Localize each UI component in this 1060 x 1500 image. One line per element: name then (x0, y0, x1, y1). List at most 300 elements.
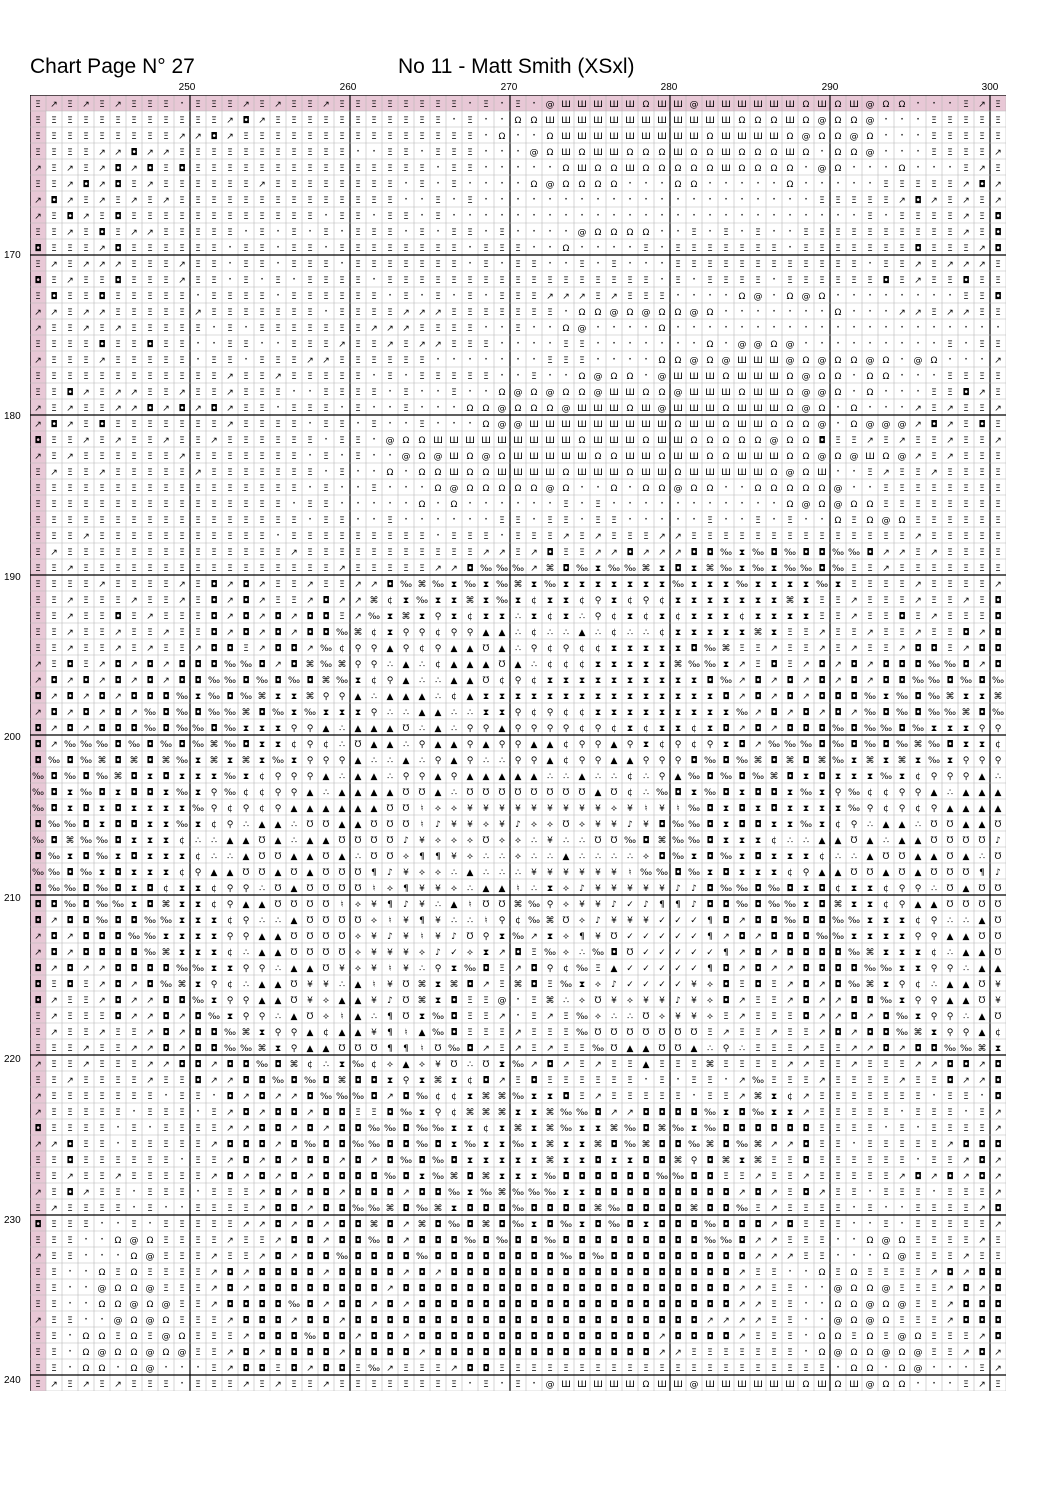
stitch-symbol: ∴ (563, 836, 569, 846)
stitch-symbol: Ω (611, 452, 618, 462)
stitch-symbol: ⚲ (595, 612, 602, 622)
stitch-symbol: ⟡ (595, 1012, 601, 1022)
stitch-symbol: Ξ (211, 196, 217, 206)
chart-svg (30, 95, 1006, 1391)
stitch-symbol: ¢ (835, 820, 841, 830)
stitch-symbol: Ξ (707, 1092, 713, 1102)
stitch-symbol: · (836, 320, 840, 334)
stitch-symbol: Ξ (515, 308, 521, 318)
stitch-symbol: ↗ (82, 1188, 90, 1198)
stitch-symbol: · (356, 464, 360, 478)
stitch-symbol: Ω (707, 356, 714, 366)
stitch-symbol: Ξ (67, 308, 73, 318)
stitch-symbol: ◘ (402, 1172, 409, 1182)
stitch-symbol: ◘ (290, 1140, 297, 1150)
stitch-symbol: Ω (435, 468, 442, 478)
stitch-symbol: ↗ (418, 1348, 426, 1358)
stitch-symbol: ◘ (194, 1012, 201, 1022)
stitch-symbol: Ξ (531, 948, 537, 958)
stitch-symbol: Ξ (163, 1236, 169, 1246)
stitch-symbol: ◘ (706, 548, 713, 558)
stitch-symbol: Ξ (99, 532, 105, 542)
stitch-symbol: ✓ (642, 932, 650, 942)
stitch-symbol: Ш (689, 388, 699, 398)
stitch-symbol: Ξ (643, 244, 649, 254)
stitch-symbol: Ξ (947, 468, 953, 478)
stitch-symbol: ▲ (979, 916, 986, 926)
stitch-symbol: Ξ (99, 500, 105, 510)
stitch-symbol: ↗ (402, 308, 410, 318)
stitch-symbol: ⚲ (323, 692, 330, 702)
stitch-symbol: ◘ (754, 964, 761, 974)
stitch-symbol: ‰ (432, 1028, 444, 1038)
row-label-220: 220 (4, 1054, 28, 1065)
stitch-symbol: ⌘ (418, 1220, 427, 1230)
stitch-symbol: ◘ (242, 612, 249, 622)
stitch-symbol: ◘ (130, 820, 137, 830)
stitch-symbol: ♮ (420, 1044, 423, 1054)
stitch-symbol: @ (898, 452, 907, 462)
stitch-symbol: Ξ (675, 1092, 681, 1102)
stitch-symbol: ▲ (947, 804, 954, 814)
stitch-symbol: · (884, 1360, 888, 1374)
stitch-symbol: · (68, 1280, 72, 1294)
stitch-symbol: Ξ (259, 388, 265, 398)
stitch-symbol: Ξ (947, 1092, 953, 1102)
stitch-symbol: ‰ (96, 884, 108, 894)
stitch-symbol: ¶ (387, 1044, 393, 1054)
stitch-symbol: ‰ (512, 1204, 524, 1214)
stitch-symbol: Ω (643, 100, 650, 110)
stitch-symbol: Ξ (243, 516, 249, 526)
stitch-symbol: Ξ (67, 468, 73, 478)
stitch-symbol: Ω (611, 372, 618, 382)
stitch-symbol: Ξ (419, 244, 425, 254)
stitch-symbol: ¶ (419, 916, 425, 926)
stitch-symbol: ◘ (114, 884, 121, 894)
stitch-symbol: Ξ (83, 340, 89, 350)
stitch-symbol: ✓ (674, 980, 682, 990)
stitch-symbol: ‰ (464, 964, 476, 974)
stitch-symbol: ♮ (388, 964, 391, 974)
stitch-symbol: Ʊ (547, 788, 554, 798)
stitch-symbol: Ξ (947, 500, 953, 510)
stitch-symbol: · (916, 144, 920, 158)
stitch-symbol: Ξ (723, 532, 729, 542)
stitch-symbol: ⧗ (739, 836, 745, 846)
stitch-symbol: ◘ (114, 756, 121, 766)
stitch-symbol: Ξ (947, 244, 953, 254)
stitch-symbol: Ξ (179, 196, 185, 206)
stitch-symbol: ⚲ (531, 724, 538, 734)
stitch-symbol: ‰ (144, 916, 156, 926)
stitch-symbol: @ (434, 452, 443, 462)
stitch-symbol: Ξ (979, 532, 985, 542)
stitch-symbol: @ (178, 1348, 187, 1358)
stitch-symbol: Ξ (979, 1220, 985, 1230)
stitch-symbol: Ξ (131, 308, 137, 318)
stitch-symbol: Ξ (83, 164, 89, 174)
stitch-symbol: Ξ (419, 180, 425, 190)
stitch-symbol: ‰ (992, 708, 1004, 718)
stitch-symbol: ↗ (882, 468, 890, 478)
stitch-symbol: Ξ (451, 548, 457, 558)
stitch-symbol: ◘ (706, 1252, 713, 1262)
stitch-symbol: ↗ (370, 580, 378, 590)
stitch-symbol: ∴ (643, 788, 649, 798)
stitch-symbol: @ (546, 484, 555, 494)
stitch-symbol: Ξ (883, 580, 889, 590)
stitch-symbol: Ξ (99, 100, 105, 110)
stitch-symbol: ⧗ (387, 628, 393, 638)
stitch-symbol: Ξ (899, 468, 905, 478)
stitch-symbol: ‰ (816, 580, 828, 590)
stitch-symbol: Ξ (99, 116, 105, 126)
stitch-symbol: ◘ (706, 900, 713, 910)
stitch-symbol: · (916, 1376, 920, 1390)
stitch-symbol: Ξ (51, 1076, 57, 1086)
stitch-symbol: Ξ (35, 132, 41, 142)
stitch-symbol: ↗ (50, 1012, 58, 1022)
stitch-symbol: ↗ (738, 916, 746, 926)
stitch-symbol: Ξ (339, 388, 345, 398)
stitch-symbol: Ξ (803, 532, 809, 542)
stitch-symbol: ◘ (274, 1108, 281, 1118)
stitch-symbol: · (788, 1264, 792, 1278)
stitch-symbol: Ξ (787, 276, 793, 286)
stitch-symbol: ⚲ (291, 1044, 298, 1054)
stitch-symbol: Ξ (35, 1284, 41, 1294)
stitch-symbol: ◘ (530, 964, 537, 974)
stitch-symbol: · (964, 352, 968, 366)
stitch-symbol: · (628, 336, 632, 350)
stitch-symbol: ⌘ (706, 1060, 715, 1070)
stitch-symbol: ↗ (274, 1236, 282, 1246)
stitch-symbol: Ξ (99, 212, 105, 222)
stitch-symbol: ↗ (930, 1268, 938, 1278)
stitch-symbol: ⌘ (482, 1092, 491, 1102)
stitch-symbol: ◘ (914, 1172, 921, 1182)
stitch-symbol: Ξ (323, 516, 329, 526)
stitch-symbol: · (372, 464, 376, 478)
stitch-symbol: Ξ (35, 484, 41, 494)
stitch-symbol: Ξ (51, 1300, 57, 1310)
stitch-symbol: · (484, 112, 488, 126)
stitch-symbol: Ξ (835, 244, 841, 254)
stitch-symbol: · (260, 336, 264, 350)
stitch-symbol: Ξ (819, 532, 825, 542)
stitch-symbol: ‰ (416, 596, 428, 606)
stitch-symbol: Ш (785, 100, 795, 110)
stitch-symbol: Ξ (835, 228, 841, 238)
stitch-symbol: ¶ (707, 964, 713, 974)
stitch-symbol: ⧗ (947, 756, 953, 766)
stitch-symbol: ¥ (627, 804, 633, 814)
stitch-symbol: Ξ (883, 596, 889, 606)
stitch-symbol: · (628, 208, 632, 222)
stitch-symbol: Ω (643, 436, 650, 446)
stitch-symbol: Ξ (163, 1220, 169, 1230)
stitch-symbol: Ξ (259, 404, 265, 414)
stitch-symbol: ⧗ (195, 916, 201, 926)
stitch-symbol: ◘ (114, 164, 121, 174)
stitch-symbol: ‰ (832, 916, 844, 926)
stitch-symbol: ↗ (146, 228, 154, 238)
stitch-symbol: ◘ (226, 1140, 233, 1150)
stitch-symbol: Ξ (307, 132, 313, 142)
stitch-symbol: Ξ (371, 180, 377, 190)
stitch-symbol: ◘ (978, 1156, 985, 1166)
stitch-symbol: ◘ (722, 1332, 729, 1342)
stitch-symbol: ↗ (66, 276, 74, 286)
stitch-symbol: ◘ (514, 1332, 521, 1342)
stitch-symbol: ⧗ (691, 628, 697, 638)
stitch-symbol: ◘ (962, 1060, 969, 1070)
stitch-symbol: ◘ (946, 740, 953, 750)
stitch-symbol: ∴ (531, 852, 537, 862)
stitch-symbol: ↗ (770, 724, 778, 734)
stitch-symbol: Ш (753, 468, 763, 478)
stitch-symbol: Ξ (851, 276, 857, 286)
stitch-symbol: ◘ (274, 1124, 281, 1134)
stitch-symbol: Ξ (243, 500, 249, 510)
stitch-symbol: ⚲ (227, 884, 234, 894)
stitch-symbol: ‰ (720, 548, 732, 558)
stitch-symbol: ‰ (464, 1140, 476, 1150)
stitch-symbol: ⧗ (675, 724, 681, 734)
stitch-symbol: ⚲ (899, 788, 906, 798)
stitch-symbol: ‰ (144, 724, 156, 734)
stitch-symbol: ¢ (787, 1092, 793, 1102)
stitch-symbol: ◘ (674, 1188, 681, 1198)
stitch-symbol: ▲ (339, 788, 346, 798)
stitch-symbol: ⧗ (627, 1156, 633, 1166)
stitch-symbol: ↗ (930, 548, 938, 558)
stitch-symbol: · (468, 240, 472, 254)
stitch-symbol: ∴ (467, 1060, 473, 1070)
stitch-symbol: ⧗ (643, 708, 649, 718)
stitch-symbol: ◘ (242, 1108, 249, 1118)
stitch-symbol: Ξ (883, 1268, 889, 1278)
stitch-symbol: ↗ (34, 676, 42, 686)
stitch-symbol: · (628, 512, 632, 526)
stitch-symbol: Ξ (403, 292, 409, 302)
stitch-symbol: ◘ (146, 676, 153, 686)
stitch-symbol: ‰ (208, 692, 220, 702)
stitch-symbol: · (244, 320, 248, 334)
stitch-symbol: ⧗ (627, 580, 633, 590)
stitch-symbol: ‰ (784, 564, 796, 574)
stitch-symbol: ⧗ (723, 580, 729, 590)
stitch-symbol: Ξ (787, 1076, 793, 1086)
stitch-symbol: ◘ (642, 836, 649, 846)
stitch-symbol: Ξ (371, 564, 377, 574)
stitch-symbol: ◘ (546, 1348, 553, 1358)
stitch-symbol: ⌘ (210, 740, 219, 750)
stitch-symbol: ‰ (144, 932, 156, 942)
stitch-symbol: ◘ (674, 1316, 681, 1326)
stitch-symbol: Ξ (835, 1268, 841, 1278)
stitch-symbol: ∴ (515, 644, 521, 654)
stitch-symbol: Ξ (51, 244, 57, 254)
stitch-symbol: Ξ (499, 1364, 505, 1374)
stitch-symbol: Ʊ (291, 996, 298, 1006)
stitch-symbol: Ξ (195, 196, 201, 206)
stitch-symbol: · (724, 1072, 728, 1086)
stitch-symbol: Ξ (115, 420, 121, 430)
stitch-symbol: Ξ (483, 260, 489, 270)
stitch-symbol: ⚲ (339, 692, 346, 702)
stitch-symbol: @ (674, 388, 683, 398)
stitch-symbol: Ξ (643, 1092, 649, 1102)
stitch-symbol: Ξ (259, 308, 265, 318)
stitch-symbol: ↗ (818, 1188, 826, 1198)
stitch-symbol: Ш (721, 100, 731, 110)
stitch-symbol: ↗ (34, 196, 42, 206)
stitch-symbol: ♪ (691, 884, 697, 894)
stitch-symbol: ↗ (322, 1268, 330, 1278)
stitch-symbol: Ω (595, 308, 602, 318)
stitch-symbol: ⧗ (739, 1156, 745, 1166)
stitch-symbol: Ʊ (323, 916, 330, 926)
stitch-symbol: Ξ (275, 308, 281, 318)
stitch-symbol: ⧗ (147, 820, 153, 830)
stitch-symbol: ⧗ (739, 628, 745, 638)
stitch-symbol: Ξ (259, 148, 265, 158)
stitch-symbol: Ξ (627, 292, 633, 302)
stitch-symbol: Ξ (163, 244, 169, 254)
stitch-symbol: ‰ (224, 1028, 236, 1038)
stitch-symbol: Ξ (163, 1268, 169, 1278)
stitch-symbol: @ (402, 452, 411, 462)
stitch-symbol: Ξ (643, 532, 649, 542)
stitch-symbol: ◘ (594, 1300, 601, 1310)
stitch-symbol: ⧗ (579, 1140, 585, 1150)
stitch-symbol: ↗ (802, 1108, 810, 1118)
stitch-symbol: ¢ (579, 660, 585, 670)
stitch-symbol: ◘ (98, 692, 105, 702)
stitch-symbol: Ω (899, 516, 906, 526)
stitch-symbol: ◘ (690, 1220, 697, 1230)
stitch-symbol: Ξ (211, 116, 217, 126)
stitch-symbol: ◘ (66, 756, 73, 766)
stitch-symbol: ⧗ (563, 676, 569, 686)
stitch-symbol: ◘ (114, 868, 121, 878)
stitch-symbol: ⚲ (419, 740, 426, 750)
stitch-symbol: Ω (531, 180, 538, 190)
stitch-symbol: Ξ (307, 532, 313, 542)
stitch-symbol: Ω (691, 180, 698, 190)
stitch-symbol: Ξ (547, 308, 553, 318)
stitch-symbol: Ξ (99, 436, 105, 446)
stitch-symbol: ◘ (562, 1204, 569, 1214)
stitch-symbol: Ξ (979, 148, 985, 158)
stitch-symbol: ⧗ (867, 884, 873, 894)
stitch-symbol: ⚲ (979, 724, 986, 734)
stitch-symbol: ⌘ (546, 1108, 555, 1118)
stitch-symbol: ↗ (66, 1172, 74, 1182)
stitch-symbol: Ξ (979, 1364, 985, 1374)
stitch-symbol: Ξ (115, 116, 121, 126)
stitch-symbol: · (916, 384, 920, 398)
stitch-symbol: ▲ (275, 996, 282, 1006)
stitch-symbol: Ξ (707, 1364, 713, 1374)
stitch-symbol: ‰ (304, 708, 316, 718)
stitch-symbol: ↗ (546, 1044, 554, 1054)
column-label-280: 280 (654, 82, 684, 93)
stitch-symbol: Ξ (435, 548, 441, 558)
stitch-symbol: ‰ (800, 820, 812, 830)
stitch-symbol: Ω (883, 1252, 890, 1262)
stitch-symbol: Ξ (115, 308, 121, 318)
stitch-symbol: · (820, 1280, 824, 1294)
stitch-symbol: ◘ (754, 948, 761, 958)
stitch-symbol: Ξ (275, 132, 281, 142)
stitch-symbol: Ξ (963, 1124, 969, 1134)
stitch-symbol: ◘ (386, 1332, 393, 1342)
stitch-symbol: ◘ (322, 1364, 329, 1374)
stitch-symbol: ◘ (434, 1236, 441, 1246)
stitch-symbol: Ξ (147, 1092, 153, 1102)
stitch-symbol: ♮ (340, 1012, 343, 1022)
stitch-symbol: · (468, 416, 472, 430)
stitch-symbol: ↗ (258, 644, 266, 654)
stitch-symbol: ↗ (114, 1172, 122, 1182)
stitch-symbol: Ξ (115, 196, 121, 206)
stitch-symbol: ◘ (818, 660, 825, 670)
stitch-symbol: Ξ (787, 1204, 793, 1214)
stitch-symbol: Ξ (35, 372, 41, 382)
stitch-symbol: · (548, 240, 552, 254)
stitch-symbol: Ξ (131, 1076, 137, 1086)
stitch-symbol: ◘ (466, 1284, 473, 1294)
stitch-symbol: ‰ (592, 948, 604, 958)
stitch-symbol: Ξ (323, 116, 329, 126)
stitch-symbol: ◘ (722, 916, 729, 926)
stitch-symbol: Ξ (163, 612, 169, 622)
stitch-symbol: Ξ (851, 628, 857, 638)
stitch-symbol: Ω (771, 164, 778, 174)
stitch-symbol: ↗ (274, 372, 282, 382)
stitch-symbol: Ξ (179, 532, 185, 542)
stitch-symbol: ▲ (995, 804, 1002, 814)
stitch-symbol: ⧗ (787, 852, 793, 862)
stitch-symbol: ▲ (979, 964, 986, 974)
stitch-symbol: Ξ (307, 164, 313, 174)
stitch-symbol: Ξ (595, 1076, 601, 1086)
stitch-symbol: ⧗ (739, 868, 745, 878)
stitch-symbol: · (468, 96, 472, 110)
stitch-symbol: ¢ (835, 884, 841, 894)
stitch-symbol: ◘ (194, 660, 201, 670)
stitch-symbol: ◘ (146, 692, 153, 702)
stitch-symbol: Ξ (563, 356, 569, 366)
stitch-symbol: Ξ (211, 420, 217, 430)
stitch-symbol: ↗ (130, 196, 138, 206)
stitch-symbol: · (516, 176, 520, 190)
stitch-symbol: ‰ (880, 724, 892, 734)
stitch-symbol: ◘ (178, 660, 185, 670)
stitch-symbol: Ʊ (963, 900, 970, 910)
stitch-symbol: @ (802, 500, 811, 510)
stitch-symbol: ∴ (515, 628, 521, 638)
stitch-symbol: ◘ (882, 676, 889, 686)
stitch-symbol: Ξ (915, 1252, 921, 1262)
stitch-symbol: Ξ (867, 1124, 873, 1134)
stitch-symbol: ↗ (322, 1236, 330, 1246)
stitch-symbol: ▲ (435, 772, 442, 782)
stitch-symbol: ◘ (466, 1172, 473, 1182)
